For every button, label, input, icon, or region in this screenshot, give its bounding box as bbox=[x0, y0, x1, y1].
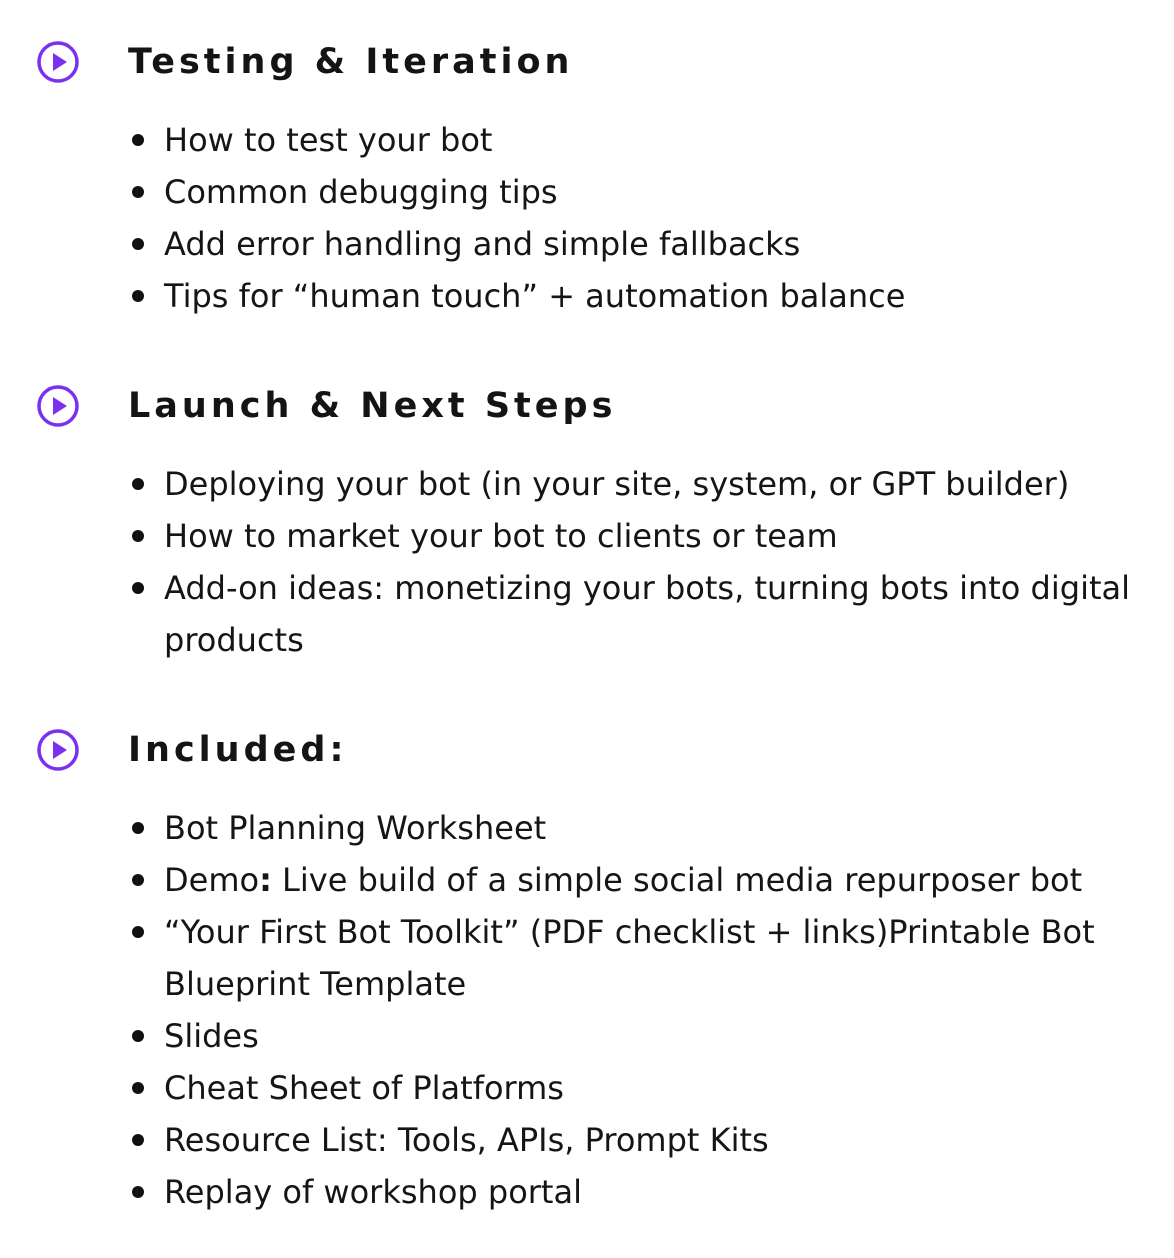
section-included bbox=[0, 726, 1174, 1211]
section-launch-next-steps bbox=[0, 382, 1174, 659]
list-item-text: Deploying your bot (in your site, system, or GPT builder) bbox=[164, 465, 1070, 503]
bullet-list bbox=[130, 458, 1150, 666]
list-item-text: Add error handling and simple fallbacks bbox=[164, 225, 801, 263]
list-item-text: Slides bbox=[164, 1017, 259, 1055]
section-heading-row bbox=[0, 726, 1174, 774]
play-circle-icon bbox=[36, 728, 80, 772]
list-item-separator: : bbox=[259, 861, 272, 899]
list-item-text: How to market your bot to clients or team bbox=[164, 517, 838, 555]
bullet-dot bbox=[132, 1134, 144, 1146]
list-item bbox=[130, 802, 1150, 854]
bullet-dot bbox=[132, 1186, 144, 1198]
list-item bbox=[130, 1166, 1150, 1218]
bullet-dot bbox=[132, 238, 144, 250]
bullet-dot bbox=[132, 530, 144, 542]
list-item-text: Live build of a simple social media repurposer bot bbox=[271, 861, 1083, 899]
list-item-text: Bot Planning Worksheet bbox=[164, 809, 547, 847]
list-item bbox=[130, 1114, 1150, 1166]
section-title: Testing & Iteration bbox=[128, 42, 574, 82]
list-item bbox=[130, 1010, 1150, 1062]
bullet-dot bbox=[132, 186, 144, 198]
play-circle-icon bbox=[36, 40, 80, 84]
bullet-dot bbox=[132, 290, 144, 302]
bullet-dot bbox=[132, 926, 144, 938]
bullet-dot bbox=[132, 1082, 144, 1094]
bullet-list bbox=[130, 802, 1150, 1218]
section-title: Launch & Next Steps bbox=[128, 386, 617, 426]
bullet-dot bbox=[132, 874, 144, 886]
list-item bbox=[130, 510, 1150, 562]
play-circle-icon bbox=[36, 384, 80, 428]
bullet-dot bbox=[132, 822, 144, 834]
list-item-text: Tips for “human touch” + automation balance bbox=[164, 277, 906, 315]
list-item-label: Demo bbox=[164, 861, 260, 899]
list-item bbox=[130, 114, 1150, 166]
list-item bbox=[130, 906, 1154, 1010]
list-item bbox=[130, 562, 1154, 666]
bullet-dot bbox=[132, 134, 144, 146]
section-testing-iteration bbox=[0, 38, 1174, 315]
list-item bbox=[130, 166, 1150, 218]
bullet-dot bbox=[132, 582, 144, 594]
list-item bbox=[130, 854, 1150, 906]
list-item bbox=[130, 270, 1150, 322]
list-item-text: Resource List: Tools, APIs, Prompt Kits bbox=[164, 1121, 769, 1159]
bullet-dot bbox=[132, 1030, 144, 1042]
list-item-text: How to test your bot bbox=[164, 121, 493, 159]
list-item bbox=[130, 458, 1150, 510]
list-item bbox=[130, 1062, 1150, 1114]
list-item bbox=[130, 218, 1150, 270]
bullet-list bbox=[130, 114, 1150, 322]
list-item-text: Cheat Sheet of Platforms bbox=[164, 1069, 564, 1107]
list-item-text: Common debugging tips bbox=[164, 173, 558, 211]
list-item-text: Add-on ideas: monetizing your bots, turning bots into digital products bbox=[164, 569, 1130, 659]
section-title: Included: bbox=[128, 730, 348, 770]
list-item-text: “Your First Bot Toolkit” (PDF checklist + links)Printable Bot Blueprint Template bbox=[164, 913, 1095, 1003]
list-item-text: Replay of workshop portal bbox=[164, 1173, 582, 1211]
section-heading-row bbox=[0, 38, 1174, 86]
bullet-dot bbox=[132, 478, 144, 490]
section-heading-row bbox=[0, 382, 1174, 430]
